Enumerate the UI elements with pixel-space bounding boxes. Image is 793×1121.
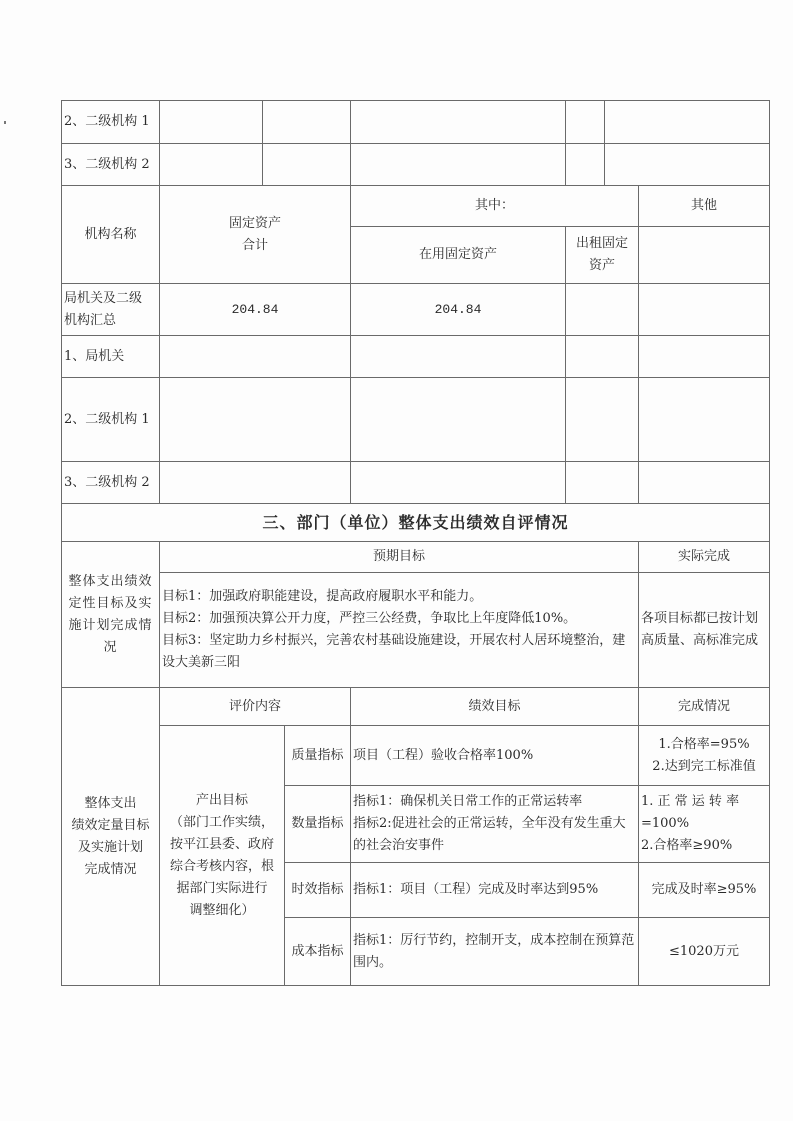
header-row [62,186,770,227]
indicator-status [639,786,770,863]
cell [566,144,605,186]
cell [639,227,770,284]
expected-goals-header: 预期目标 [160,542,639,573]
table-row [62,101,770,144]
cell [351,101,566,144]
goals-list [160,573,639,688]
indicator-target: 指标1：项目（工程）完成及时率达到95% [351,863,639,918]
indicator-status [639,726,770,786]
target-header: 绩效目标 [351,688,639,726]
total-value [160,462,351,504]
total-value [160,378,351,462]
row-name-line2: 机构汇总 [64,312,117,328]
rented-value [566,378,639,462]
row-name: 2、二级机构 1 [62,378,160,462]
header-in-use: 在用固定资产 [351,227,566,284]
indicator-status: 完成及时率≥95% [639,863,770,918]
target-line: 指标1：确保机关日常工作的正常运转率 [353,794,583,809]
row-name: 3、二级机构 2 [62,144,160,186]
quantitative-label [62,688,160,986]
other-value [639,462,770,504]
indicator-target [351,786,639,863]
status-line: 2.合格率≥90% [641,838,733,853]
qualitative-goals-row [62,573,770,688]
actual-completion [639,573,770,688]
in-use-value [351,336,566,378]
cell [605,101,770,144]
output-goal-line: 据部门实际进行 [176,880,268,896]
indicator-target: 指标1：厉行节约，控制开支，成本控制在预算范围内。 [351,918,639,986]
label-line: 整体支出 [84,795,137,811]
label-line: 况 [103,639,118,655]
output-goal [160,726,285,986]
in-use-value: 204.84 [351,284,566,336]
status-line: 1. 正 常 运 转 率=100% [641,794,740,831]
header-total [160,186,351,284]
goal-item: 目标3：坚定助力乡村振兴，完善农村基础设施建设，开展农村人居环境整治，建设大美新三阳 [162,633,626,670]
cell [351,144,566,186]
table-row [62,378,770,462]
label-line: 完成情况 [84,861,137,877]
header-other: 其他 [639,186,770,227]
row-name: 2、二级机构 1 [62,101,160,144]
rented-value [566,284,639,336]
header-org-name: 机构名称 [62,186,160,284]
other-value [639,336,770,378]
indicator-type: 数量指标 [285,786,351,863]
section-title-row [62,504,770,542]
actual-header: 实际完成 [639,542,770,573]
label-line: 整体支出绩效 [68,573,153,589]
header-total-line1: 固定资产 [228,215,281,231]
indicator-type: 成本指标 [285,918,351,986]
status-line: 1.合格率=95% [658,736,750,752]
row-name [62,284,160,336]
section-title: 三、部门（单位）整体支出绩效自评情况 [62,504,770,542]
output-goal-line: 产出目标 [195,792,248,808]
cell [263,144,351,186]
output-goal-line: 调整细化） [189,902,255,918]
table-row [62,336,770,378]
header-rented [566,227,639,284]
table-row [62,144,770,186]
table-row [62,462,770,504]
status-line: 2.达到完工标准值 [652,758,756,774]
goal-item: 目标1：加强政府职能建设，提高政府履职水平和能力。 [162,589,483,604]
rented-value [566,462,639,504]
indicator-row [62,726,770,786]
output-goal-line: 按平江县委、政府 [169,836,274,852]
cell [160,101,263,144]
actual-line: 高质量、高标准完成 [641,633,759,648]
cell [263,101,351,144]
qualitative-label [62,542,160,688]
header-rented-line1: 出租固定 [576,236,629,251]
indicator-type: 时效指标 [285,863,351,918]
cell [605,144,770,186]
header-rented-line2: 资产 [589,258,616,273]
in-use-value [351,462,566,504]
label-line: 定性目标及实 [68,595,153,611]
header-of-which: 其中： [351,186,639,227]
row-name-line1: 局机关及二级 [64,290,143,306]
quantitative-header-row [62,688,770,726]
cell [566,101,605,144]
qualitative-header-row [62,542,770,573]
other-value [639,284,770,336]
total-value [160,336,351,378]
fixed-assets-table [61,185,770,504]
scan-speck [4,121,6,124]
prev-section-table [61,100,770,186]
output-goal-line: 综合考核内容，根 [169,858,274,874]
indicator-type: 质量指标 [285,726,351,786]
content-header: 评价内容 [160,688,351,726]
rented-value [566,336,639,378]
in-use-value [351,378,566,462]
actual-line: 各项目标都已按计划 [641,611,759,626]
total-value: 204.84 [160,284,351,336]
indicator-target: 项目（工程）验收合格率100% [351,726,639,786]
other-value [639,378,770,462]
label-line: 及实施计划 [77,839,143,855]
indicator-status: ≤1020万元 [639,918,770,986]
header-total-line2: 合计 [241,237,268,253]
row-name: 1、局机关 [62,336,160,378]
target-line: 指标2:促进社会的正常运转，全年没有发生重大的社会治安事件 [353,816,626,853]
goal-item: 目标2：加强预决算公开力度，严控三公经费，争取比上年度降低10%。 [162,611,577,626]
label-line: 绩效定量目标 [71,817,150,833]
cell [160,144,263,186]
status-header: 完成情况 [639,688,770,726]
table-row [62,284,770,336]
label-line: 施计划完成情 [68,617,153,633]
output-goal-line: （部门工作实绩， [169,814,274,830]
row-name: 3、二级机构 2 [62,462,160,504]
performance-table [61,503,770,986]
